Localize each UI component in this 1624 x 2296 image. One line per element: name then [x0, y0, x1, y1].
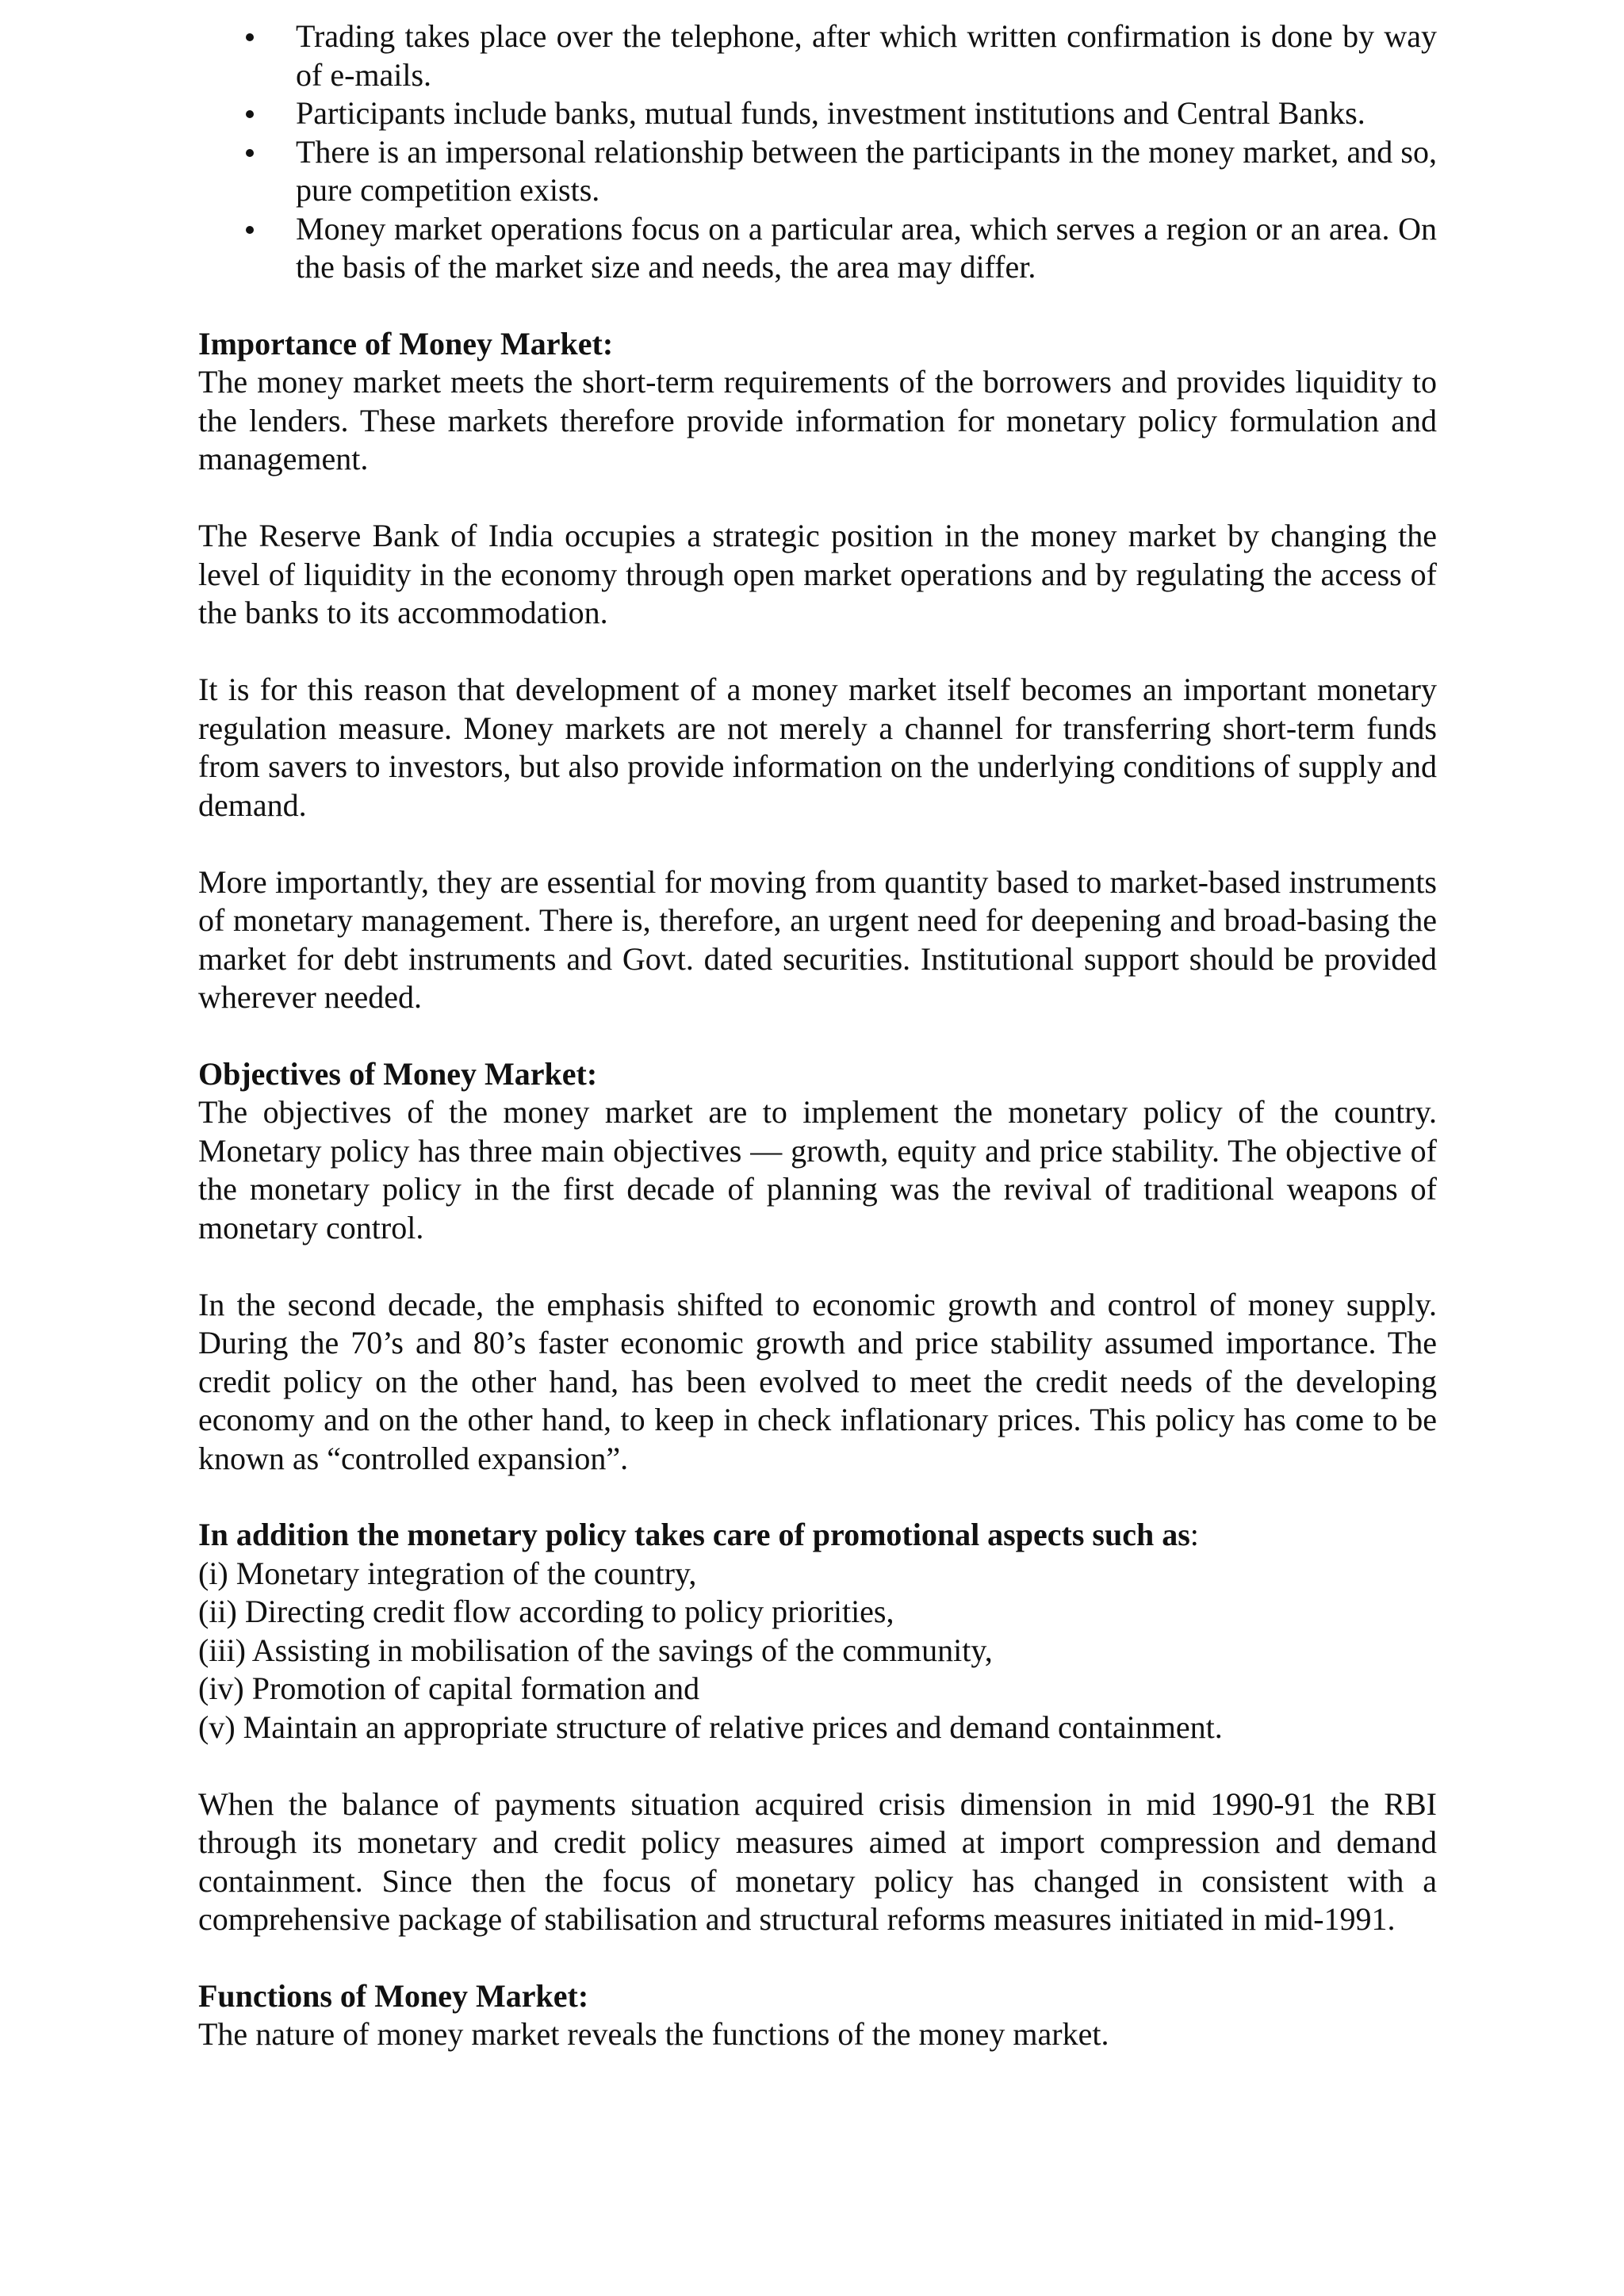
paragraph: When the balance of payments situation acquired crisis dimension in mid 1990-91 the RBI through its monetary and credit policy measures aimed at import compression and demand containment. Since then the focus of monetary policy has changed in consistent with a comprehensive package of stabilisation and structural reforms measures initiated in mid-1991.: [198, 1785, 1437, 1937]
paragraph: In the second decade, the emphasis shifted to economic growth and control of money supply. During the 70’s and 80’s faster economic growth and price stability assumed importance. The credit policy on the other hand, has been evolved to meet the credit needs of the developing economy and on the other hand, to keep in check inflationary prices. This policy has come to be known as “controlled expansion”.: [198, 1286, 1437, 1476]
list-item: [198, 94, 1437, 133]
promotional-item: (i) Monetary integration of the country,: [198, 1555, 697, 1591]
importance-heading: Importance of Money Market:: [198, 325, 614, 362]
promotional-item: (v) Maintain an appropriate structure of relative prices and demand containment.: [198, 1709, 1223, 1745]
bullet-text: There is an impersonal relationship between the participants in the money market, and so, pure competition exists.: [296, 133, 1437, 208]
functions-section: [198, 1977, 1437, 2054]
paragraph: It is for this reason that development of a money market itself becomes an important monetary regulation measure. Money markets are not merely a channel for transferring short-term funds from savers to investors, but also provide information on the underlying conditions of supply and demand.: [198, 672, 1437, 823]
bullet-icon: [246, 33, 254, 41]
bullet-icon: [246, 110, 254, 118]
objectives-section: [198, 1055, 1437, 1479]
promotional-heading-line: [198, 1516, 1437, 1555]
paragraph: The objectives of the money market are to implement the monetary policy of the country. Monetary policy has three main objectives — growth, equity and price stability. The objective of the monetary policy in the first decade of planning was the revival of traditional weapons of monetary control.: [198, 1094, 1437, 1246]
bullet-icon: [246, 149, 254, 157]
paragraph: The nature of money market reveals the functions of the money market.: [198, 2016, 1109, 2052]
importance-section: [198, 325, 1437, 1017]
promotional-item: (iv) Promotion of capital formation and: [198, 1670, 700, 1706]
paragraph: The money market meets the short-term requirements of the borrowers and provides liquidity to the lenders. These markets therefore provide information for monetary policy formulation and management.: [198, 364, 1437, 476]
paragraph: More importantly, they are essential for moving from quantity based to market-based instruments of monetary management. There is, therefore, an urgent need for deepening and broad-basing the market for debt instruments and Govt. dated securities. Institutional support should be provided wherever needed.: [198, 863, 1437, 1015]
list-item: [198, 17, 1437, 94]
bullet-list: [198, 17, 1437, 287]
promotional-item: (ii) Directing credit flow according to policy priorities,: [198, 1594, 894, 1629]
objectives-heading: Objectives of Money Market:: [198, 1055, 598, 1092]
heading-colon: :: [1189, 1517, 1199, 1552]
paragraph: The Reserve Bank of India occupies a strategic position in the money market by changing the level of liquidity in the economy through open market operations and by regulating the access of the banks to its accommodation.: [198, 518, 1437, 630]
promotional-heading: In addition the monetary policy takes care of promotional aspects such as: [198, 1517, 1190, 1552]
promotional-item: (iii) Assisting in mobilisation of the savings of the community,: [198, 1632, 993, 1668]
list-item: [198, 210, 1437, 287]
bullet-icon: [246, 226, 254, 234]
bullet-text: Money market operations focus on a particular area, which serves a region or an area. On the basis of the market size and needs, the area may differ.: [296, 210, 1437, 285]
promotional-section: [198, 1516, 1437, 1939]
bullet-text: Participants include banks, mutual funds, investment institutions and Central Banks.: [296, 95, 1365, 131]
list-item: [198, 133, 1437, 210]
bullet-text: Trading takes place over the telephone, after which written confirmation is done by way of e-mails.: [296, 18, 1437, 93]
functions-heading: Functions of Money Market:: [198, 1977, 589, 2014]
document-page: [198, 17, 1437, 2054]
